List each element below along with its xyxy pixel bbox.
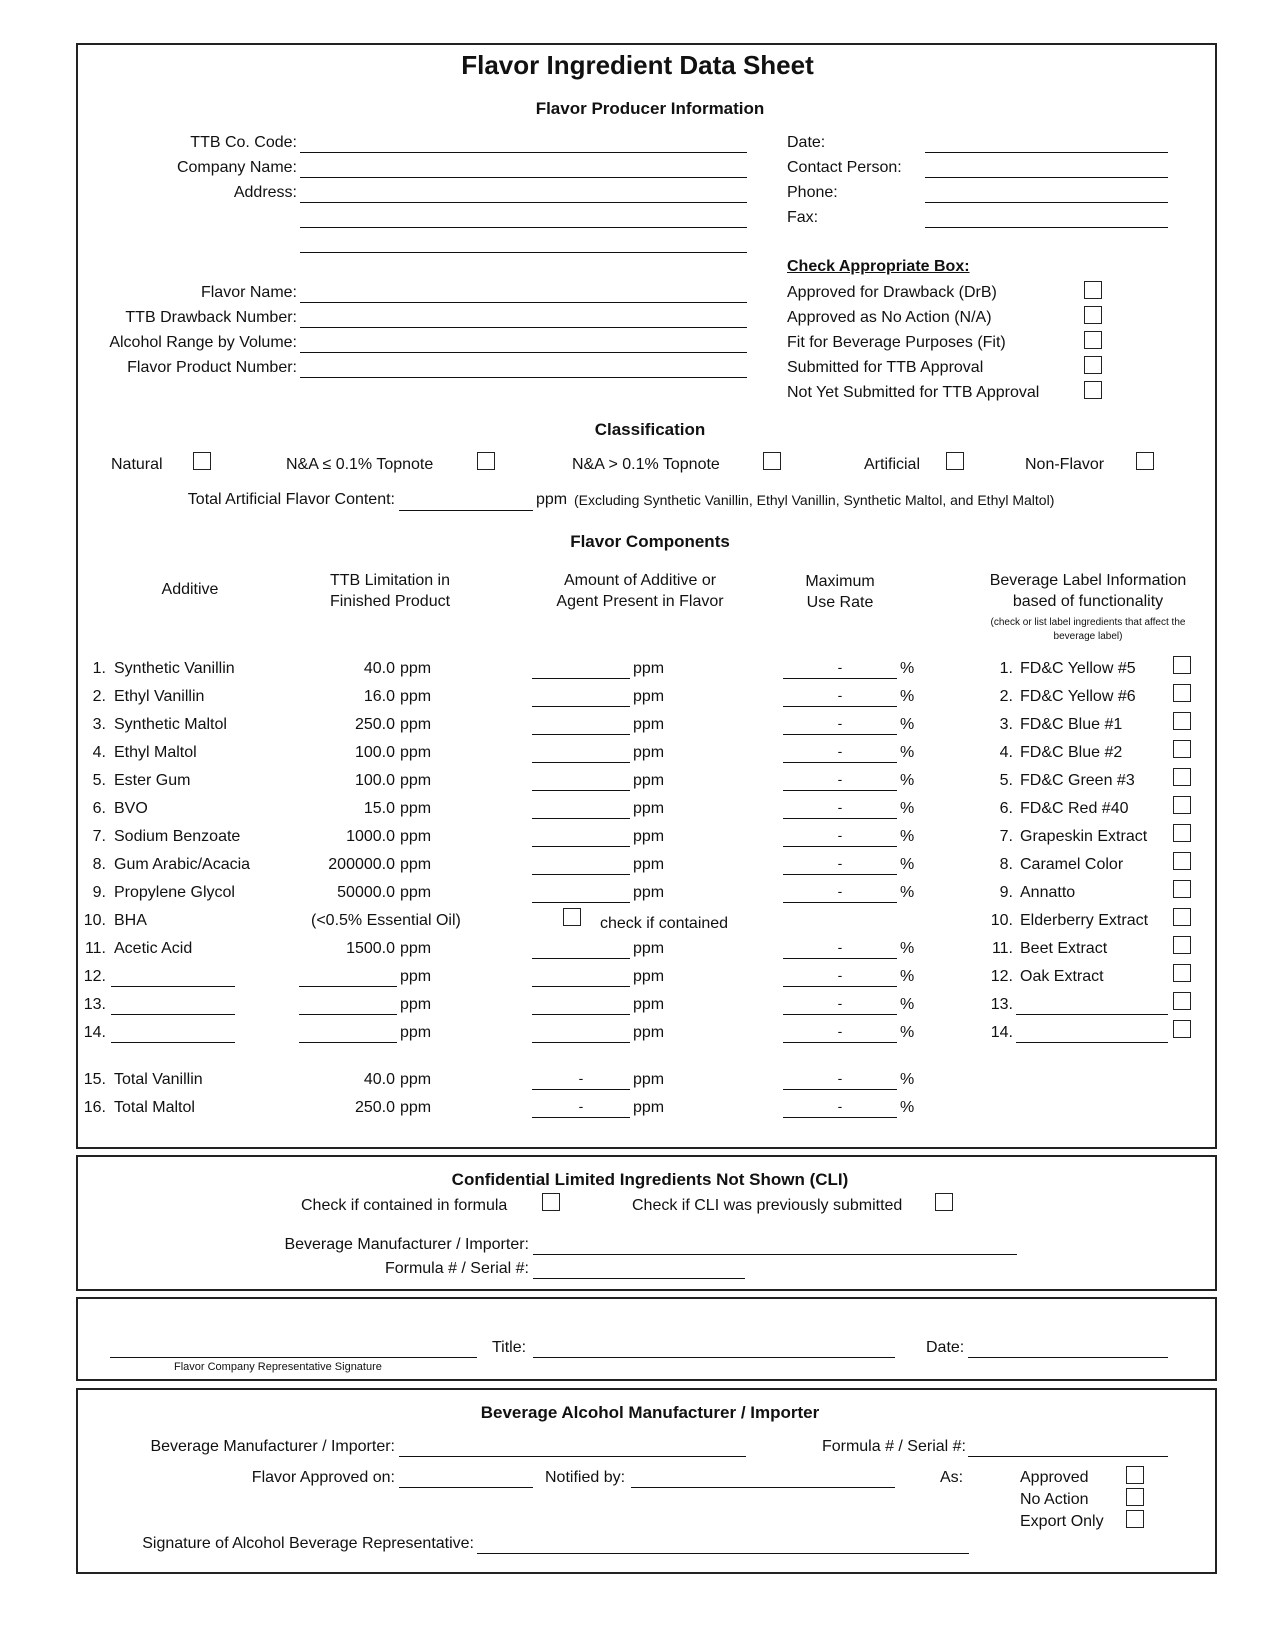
- max-use-rate-value: -: [837, 715, 843, 731]
- ttb-limit-value: 50000.0: [337, 884, 395, 901]
- ttb-limit-unit: ppm: [400, 1024, 432, 1041]
- max-use-rate-value: -: [837, 855, 843, 871]
- classification-heading: Classification: [594, 420, 706, 439]
- label-item-checkbox[interactable]: [1173, 796, 1191, 814]
- amount-input[interactable]: [532, 874, 630, 875]
- representative-signature-input[interactable]: [110, 1357, 477, 1358]
- natural-checkbox[interactable]: [193, 452, 211, 470]
- total-artificial-input[interactable]: [399, 510, 533, 511]
- max-use-rate-unit: %: [900, 716, 915, 733]
- ttb-limit-unit: ppm: [400, 1071, 432, 1088]
- row-number: 15.: [83, 1071, 106, 1088]
- check-label: Approved as No Action (N/A): [787, 309, 992, 326]
- label-item-number: 13.: [990, 996, 1013, 1013]
- ttb-limit-unit: ppm: [400, 800, 432, 817]
- additive-name: Ethyl Vanillin: [114, 688, 205, 705]
- label-item-name: Grapeskin Extract: [1020, 828, 1148, 845]
- flavor-product-number-input[interactable]: [300, 377, 747, 378]
- cli-submitted-checkbox[interactable]: [935, 1193, 953, 1211]
- label-item-name: FD&C Blue #2: [1020, 744, 1123, 761]
- bha-limit-text: (<0.5% Essential Oil): [311, 912, 461, 929]
- bm-formula-input[interactable]: [968, 1456, 1168, 1457]
- max-use-rate-value: -: [837, 1070, 843, 1086]
- company-name-input[interactable]: [300, 177, 747, 178]
- as-label: As:: [940, 1469, 964, 1486]
- amount-input[interactable]: [532, 958, 630, 959]
- approved-no-action-checkbox[interactable]: [1084, 306, 1102, 324]
- cli-submitted-label: Check if CLI was previously submitted: [632, 1197, 903, 1214]
- label-item-number: 12.: [990, 968, 1013, 985]
- ttb-limit-value: 100.0: [354, 772, 395, 789]
- max-use-rate-input[interactable]: [783, 734, 897, 735]
- max-use-rate-value: -: [837, 771, 843, 787]
- cli-manufacturer-input[interactable]: [533, 1254, 1017, 1255]
- max-use-rate-unit: %: [900, 772, 915, 789]
- additive-name: Gum Arabic/Acacia: [114, 856, 251, 873]
- artificial-checkbox[interactable]: [946, 452, 964, 470]
- row-number: 8.: [92, 856, 106, 873]
- col-amount-header-line2: Agent Present in Flavor: [556, 593, 724, 610]
- row-number: 6.: [92, 800, 106, 817]
- max-use-rate-value: -: [837, 967, 843, 983]
- additive-name: Total Vanillin: [114, 1071, 203, 1088]
- label-item-name: Beet Extract: [1020, 940, 1108, 957]
- field-label: Contact Person:: [787, 159, 902, 176]
- ttb-limit-value: 250.0: [354, 1099, 395, 1116]
- max-use-rate-input[interactable]: [783, 986, 897, 987]
- additive-name-input[interactable]: [111, 1042, 235, 1043]
- additive-name: BHA: [114, 912, 147, 929]
- check-box-heading: Check Appropriate Box:: [787, 258, 970, 275]
- cli-formula-input[interactable]: [533, 1278, 745, 1279]
- amount-input[interactable]: [532, 1042, 630, 1043]
- amount-unit: ppm: [633, 940, 665, 957]
- max-use-rate-input[interactable]: [783, 706, 897, 707]
- label-item-number: 11.: [991, 940, 1013, 957]
- ttb-limit-value: 40.0: [363, 660, 395, 677]
- additive-name-input[interactable]: [111, 986, 235, 987]
- ttb-limit-unit: ppm: [400, 828, 432, 845]
- amount-unit: ppm: [633, 800, 665, 817]
- ttb-limit-value: 100.0: [354, 744, 395, 761]
- label-item-checkbox[interactable]: [1173, 740, 1191, 758]
- components-heading: Flavor Components: [570, 532, 730, 551]
- amount-value: -: [578, 1070, 584, 1086]
- max-use-rate-unit: %: [900, 856, 915, 873]
- classification-label: Artificial: [864, 456, 921, 473]
- cli-contained-checkbox[interactable]: [542, 1193, 560, 1211]
- label-item-checkbox[interactable]: [1173, 964, 1191, 982]
- bm-manufacturer-label: Beverage Manufacturer / Importer:: [150, 1438, 395, 1455]
- label-item-name: Elderberry Extract: [1020, 912, 1149, 929]
- amount-value: -: [578, 1098, 584, 1114]
- label-item-number: 9.: [999, 884, 1013, 901]
- ttb-limit-value: 1000.0: [346, 828, 395, 845]
- amount-unit: ppm: [633, 856, 665, 873]
- row-number: 5.: [92, 772, 106, 789]
- ttb-limit-value: 1500.0: [346, 940, 395, 957]
- max-use-rate-value: -: [837, 743, 843, 759]
- label-item-name: FD&C Yellow #6: [1020, 688, 1136, 705]
- ttb-limit-unit: ppm: [400, 968, 432, 985]
- page-title: Flavor Ingredient Data Sheet: [461, 50, 814, 80]
- amount-input[interactable]: [532, 678, 630, 679]
- max-use-rate-value: -: [837, 883, 843, 899]
- ttb-limit-unit: ppm: [400, 856, 432, 873]
- approved-on-input[interactable]: [399, 1487, 533, 1488]
- label-item-checkbox[interactable]: [1173, 768, 1191, 786]
- bha-contained-checkbox[interactable]: [563, 908, 581, 926]
- ttb-limit-input[interactable]: [299, 1042, 397, 1043]
- amount-unit: ppm: [633, 716, 665, 733]
- max-use-rate-input[interactable]: [783, 818, 897, 819]
- label-item-number: 2.: [999, 688, 1013, 705]
- ttb-limit-value: 15.0: [363, 800, 395, 817]
- ttb-limit-value: 40.0: [363, 1071, 395, 1088]
- row-number: 13.: [83, 996, 106, 1013]
- bm-signature-input[interactable]: [477, 1553, 969, 1554]
- ttb-limit-value: 200000.0: [328, 856, 395, 873]
- max-use-rate-input[interactable]: [783, 1042, 897, 1043]
- field-label: Phone:: [787, 184, 838, 201]
- field-label: Fax:: [787, 209, 819, 226]
- check-label: Not Yet Submitted for TTB Approval: [787, 384, 1040, 401]
- contact-person-input[interactable]: [925, 177, 1168, 178]
- flavor-name-input[interactable]: [300, 302, 747, 303]
- check-label: Approved for Drawback (DrB): [787, 284, 997, 301]
- label-item-name: FD&C Red #40: [1020, 800, 1129, 817]
- max-use-rate-input[interactable]: [783, 902, 897, 903]
- max-use-rate-value: -: [837, 939, 843, 955]
- col-label-note-line1: (check or list label ingredients that affect the: [990, 617, 1186, 628]
- producer-heading: Flavor Producer Information: [535, 99, 765, 118]
- additive-name: Ethyl Maltol: [114, 744, 197, 761]
- classification-label: Non-Flavor: [1025, 456, 1105, 473]
- row-number: 9.: [92, 884, 106, 901]
- address-line-3-input[interactable]: [300, 252, 747, 253]
- signature-date-label: Date:: [926, 1339, 965, 1356]
- col-limit-header: [300, 570, 480, 612]
- submitted-ttb-checkbox[interactable]: [1084, 356, 1102, 374]
- amount-input[interactable]: [532, 1117, 630, 1118]
- as-export-only-checkbox[interactable]: [1126, 1510, 1144, 1528]
- approved-on-label: Flavor Approved on:: [251, 1469, 395, 1486]
- cli-heading: Confidential Limited Ingredients Not Shown (CLI): [451, 1170, 849, 1189]
- label-item-checkbox[interactable]: [1173, 656, 1191, 674]
- ttb-limit-unit: ppm: [400, 940, 432, 957]
- row-number: 11.: [84, 940, 106, 957]
- col-label-note-line2: beverage label): [1053, 631, 1123, 642]
- amount-unit: ppm: [633, 968, 665, 985]
- ttb-limit-unit: ppm: [400, 996, 432, 1013]
- label-item-number: 5.: [999, 772, 1013, 789]
- check-label: Submitted for TTB Approval: [787, 359, 984, 376]
- ttb-limit-unit: ppm: [400, 772, 432, 789]
- additive-name: Synthetic Maltol: [114, 716, 227, 733]
- label-item-input[interactable]: [1016, 1014, 1168, 1015]
- max-use-rate-value: -: [837, 827, 843, 843]
- classification-label: Natural: [111, 456, 163, 473]
- field-label: Date:: [787, 134, 826, 151]
- max-use-rate-unit: %: [900, 660, 915, 677]
- bha-check-label: check if contained: [600, 915, 729, 932]
- max-use-rate-value: -: [837, 687, 843, 703]
- ttb-limit-unit: ppm: [400, 716, 432, 733]
- non-flavor-checkbox[interactable]: [1136, 452, 1154, 470]
- ttb-drawback-number-input[interactable]: [300, 327, 747, 328]
- max-use-rate-value: -: [837, 799, 843, 815]
- max-use-rate-unit: %: [900, 940, 915, 957]
- label-item-checkbox[interactable]: [1173, 684, 1191, 702]
- additive-name-input[interactable]: [111, 1014, 235, 1015]
- amount-input[interactable]: [532, 818, 630, 819]
- amount-unit: ppm: [633, 772, 665, 789]
- title-label: Title:: [492, 1339, 527, 1356]
- signature-date-input[interactable]: [968, 1357, 1168, 1358]
- max-use-rate-input[interactable]: [783, 678, 897, 679]
- row-number: 7.: [92, 828, 106, 845]
- amount-unit: ppm: [633, 1071, 665, 1088]
- not-submitted-ttb-checkbox[interactable]: [1084, 381, 1102, 399]
- amount-unit: ppm: [633, 828, 665, 845]
- additive-name: Synthetic Vanillin: [114, 660, 235, 677]
- amount-unit: ppm: [633, 1099, 665, 1116]
- max-use-rate-unit: %: [900, 884, 915, 901]
- max-use-rate-unit: %: [900, 968, 915, 985]
- ttb-co-code-input[interactable]: [300, 152, 747, 153]
- bm-formula-label: Formula # / Serial #:: [821, 1438, 966, 1455]
- amount-input[interactable]: [532, 790, 630, 791]
- row-number: 3.: [92, 716, 106, 733]
- notified-by-input[interactable]: [631, 1487, 895, 1488]
- col-max-header-line1: Maximum: [805, 573, 875, 590]
- amount-unit: ppm: [633, 660, 665, 677]
- col-label-header-line1: Beverage Label Information: [989, 572, 1187, 589]
- label-item-number: 4.: [999, 744, 1013, 761]
- label-item-checkbox[interactable]: [1173, 852, 1191, 870]
- additive-name: BVO: [114, 800, 148, 817]
- row-number: 2.: [92, 688, 106, 705]
- ttb-limit-input[interactable]: [299, 1014, 397, 1015]
- phone-input[interactable]: [925, 202, 1168, 203]
- col-amount-header-line1: Amount of Additive or: [563, 572, 717, 589]
- additive-name: Ester Gum: [114, 772, 191, 789]
- label-item-name: Oak Extract: [1020, 968, 1104, 985]
- max-use-rate-value: -: [837, 659, 843, 675]
- col-limit-header-line2: Finished Product: [329, 593, 451, 610]
- max-use-rate-unit: %: [900, 1099, 915, 1116]
- total-artificial-label: Total Artificial Flavor Content:: [187, 491, 395, 508]
- ttb-limit-unit: ppm: [400, 884, 432, 901]
- row-number: 12.: [83, 968, 106, 985]
- row-number: 1.: [92, 660, 106, 677]
- additive-name: Propylene Glycol: [114, 884, 235, 901]
- address-line-1-input[interactable]: [300, 202, 747, 203]
- col-label-header-line2: based of functionality: [1012, 593, 1164, 610]
- ttb-limit-unit: ppm: [400, 744, 432, 761]
- label-item-number: 14.: [990, 1024, 1013, 1041]
- field-label: TTB Co. Code:: [190, 134, 297, 151]
- as-option-label: Approved: [1020, 1469, 1089, 1486]
- label-item-number: 10.: [990, 912, 1013, 929]
- label-item-checkbox[interactable]: [1173, 936, 1191, 954]
- max-use-rate-input[interactable]: [783, 1014, 897, 1015]
- fax-input[interactable]: [925, 227, 1168, 228]
- amount-unit: ppm: [633, 1024, 665, 1041]
- fit-beverage-checkbox[interactable]: [1084, 331, 1102, 349]
- ttb-limit-value: 250.0: [354, 716, 395, 733]
- address-line-2-input[interactable]: [300, 227, 747, 228]
- ttb-limit-input[interactable]: [299, 986, 397, 987]
- field-label: Address:: [233, 184, 297, 201]
- col-max-header: [780, 571, 900, 613]
- max-use-rate-unit: %: [900, 1024, 915, 1041]
- bm-signature-label: Signature of Alcohol Beverage Representative:: [142, 1535, 474, 1552]
- max-use-rate-value: -: [837, 995, 843, 1011]
- max-use-rate-value: -: [837, 1098, 843, 1114]
- label-item-checkbox[interactable]: [1173, 992, 1191, 1010]
- label-item-number: 8.: [999, 856, 1013, 873]
- max-use-rate-input[interactable]: [783, 958, 897, 959]
- max-use-rate-value: -: [837, 1023, 843, 1039]
- signature-caption: Flavor Company Representative Signature: [174, 1361, 382, 1373]
- col-label-header: [968, 570, 1208, 644]
- label-item-name: Annatto: [1020, 884, 1076, 901]
- ttb-limit-value: 16.0: [363, 688, 395, 705]
- as-option-label: Export Only: [1020, 1513, 1104, 1530]
- check-label: Fit for Beverage Purposes (Fit): [787, 334, 1006, 351]
- max-use-rate-input[interactable]: [783, 790, 897, 791]
- ttb-limit-unit: ppm: [400, 660, 432, 677]
- amount-input[interactable]: [532, 734, 630, 735]
- max-use-rate-unit: %: [900, 1071, 915, 1088]
- label-item-number: 3.: [999, 716, 1013, 733]
- cli-contained-label: Check if contained in formula: [301, 1197, 508, 1214]
- amount-input[interactable]: [532, 902, 630, 903]
- max-use-rate-input[interactable]: [783, 1089, 897, 1090]
- field-label: Company Name:: [176, 159, 297, 176]
- label-item-number: 1.: [999, 660, 1013, 677]
- classification-label: N&A > 0.1% Topnote: [572, 456, 720, 473]
- date-input[interactable]: [925, 152, 1168, 153]
- amount-input[interactable]: [532, 1089, 630, 1090]
- max-use-rate-input[interactable]: [783, 762, 897, 763]
- alcohol-range-input[interactable]: [300, 352, 747, 353]
- title-input[interactable]: [533, 1357, 895, 1358]
- row-number: 16.: [83, 1099, 106, 1116]
- field-label: Flavor Product Number:: [127, 359, 297, 376]
- label-item-checkbox[interactable]: [1173, 880, 1191, 898]
- max-use-rate-unit: %: [900, 996, 915, 1013]
- row-number: 10.: [83, 912, 106, 929]
- col-max-header-line2: Use Rate: [806, 594, 874, 611]
- col-additive-header: Additive: [161, 581, 219, 598]
- na-gt-topnote-checkbox[interactable]: [763, 452, 781, 470]
- label-item-checkbox[interactable]: [1173, 1020, 1191, 1038]
- classification-label: N&A ≤ 0.1% Topnote: [286, 456, 434, 473]
- field-label: TTB Drawback Number:: [125, 309, 297, 326]
- max-use-rate-unit: %: [900, 688, 915, 705]
- max-use-rate-input[interactable]: [783, 846, 897, 847]
- max-use-rate-unit: %: [900, 800, 915, 817]
- additive-name: Acetic Acid: [114, 940, 193, 957]
- field-label: Alcohol Range by Volume:: [109, 334, 297, 351]
- additive-name: Total Maltol: [114, 1099, 195, 1116]
- label-item-name: FD&C Green #3: [1020, 772, 1135, 789]
- label-item-checkbox[interactable]: [1173, 712, 1191, 730]
- amount-input[interactable]: [532, 1014, 630, 1015]
- notified-by-label: Notified by:: [545, 1469, 626, 1486]
- additive-name: Sodium Benzoate: [114, 828, 241, 845]
- ttb-limit-unit: ppm: [400, 1099, 432, 1116]
- max-use-rate-unit: %: [900, 828, 915, 845]
- amount-input[interactable]: [532, 986, 630, 987]
- label-item-number: 6.: [999, 800, 1013, 817]
- max-use-rate-input[interactable]: [783, 1117, 897, 1118]
- total-artificial-unit: ppm: [536, 491, 568, 508]
- ttb-limit-unit: ppm: [400, 688, 432, 705]
- as-no-action-checkbox[interactable]: [1126, 1488, 1144, 1506]
- amount-unit: ppm: [633, 688, 665, 705]
- amount-unit: ppm: [633, 744, 665, 761]
- amount-unit: ppm: [633, 884, 665, 901]
- total-artificial-note: (Excluding Synthetic Vanillin, Ethyl Vanillin, Synthetic Maltol, and Ethyl Maltol): [574, 492, 1055, 508]
- na-le-topnote-checkbox[interactable]: [477, 452, 495, 470]
- label-item-number: 7.: [999, 828, 1013, 845]
- col-limit-header-line1: TTB Limitation in: [329, 572, 451, 589]
- row-number: 14.: [83, 1024, 106, 1041]
- approved-drawback-checkbox[interactable]: [1084, 281, 1102, 299]
- label-item-input[interactable]: [1016, 1042, 1168, 1043]
- label-item-name: FD&C Yellow #5: [1020, 660, 1136, 677]
- as-option-label: No Action: [1020, 1491, 1089, 1508]
- as-approved-checkbox[interactable]: [1126, 1466, 1144, 1484]
- field-label: Flavor Name:: [200, 284, 297, 301]
- label-item-checkbox[interactable]: [1173, 824, 1191, 842]
- amount-input[interactable]: [532, 706, 630, 707]
- amount-input[interactable]: [532, 762, 630, 763]
- cli-formula-label: Formula # / Serial #:: [384, 1260, 529, 1277]
- manufacturer-heading: Beverage Alcohol Manufacturer / Importer: [480, 1403, 820, 1422]
- cli-manufacturer-label: Beverage Manufacturer / Importer:: [284, 1236, 529, 1253]
- label-item-name: FD&C Blue #1: [1020, 716, 1123, 733]
- max-use-rate-unit: %: [900, 744, 915, 761]
- col-amount-header: [540, 570, 740, 612]
- amount-unit: ppm: [633, 996, 665, 1013]
- bm-manufacturer-input[interactable]: [399, 1456, 746, 1457]
- amount-input[interactable]: [532, 846, 630, 847]
- row-number: 4.: [92, 744, 106, 761]
- label-item-checkbox[interactable]: [1173, 908, 1191, 926]
- label-item-name: Caramel Color: [1020, 856, 1124, 873]
- max-use-rate-input[interactable]: [783, 874, 897, 875]
